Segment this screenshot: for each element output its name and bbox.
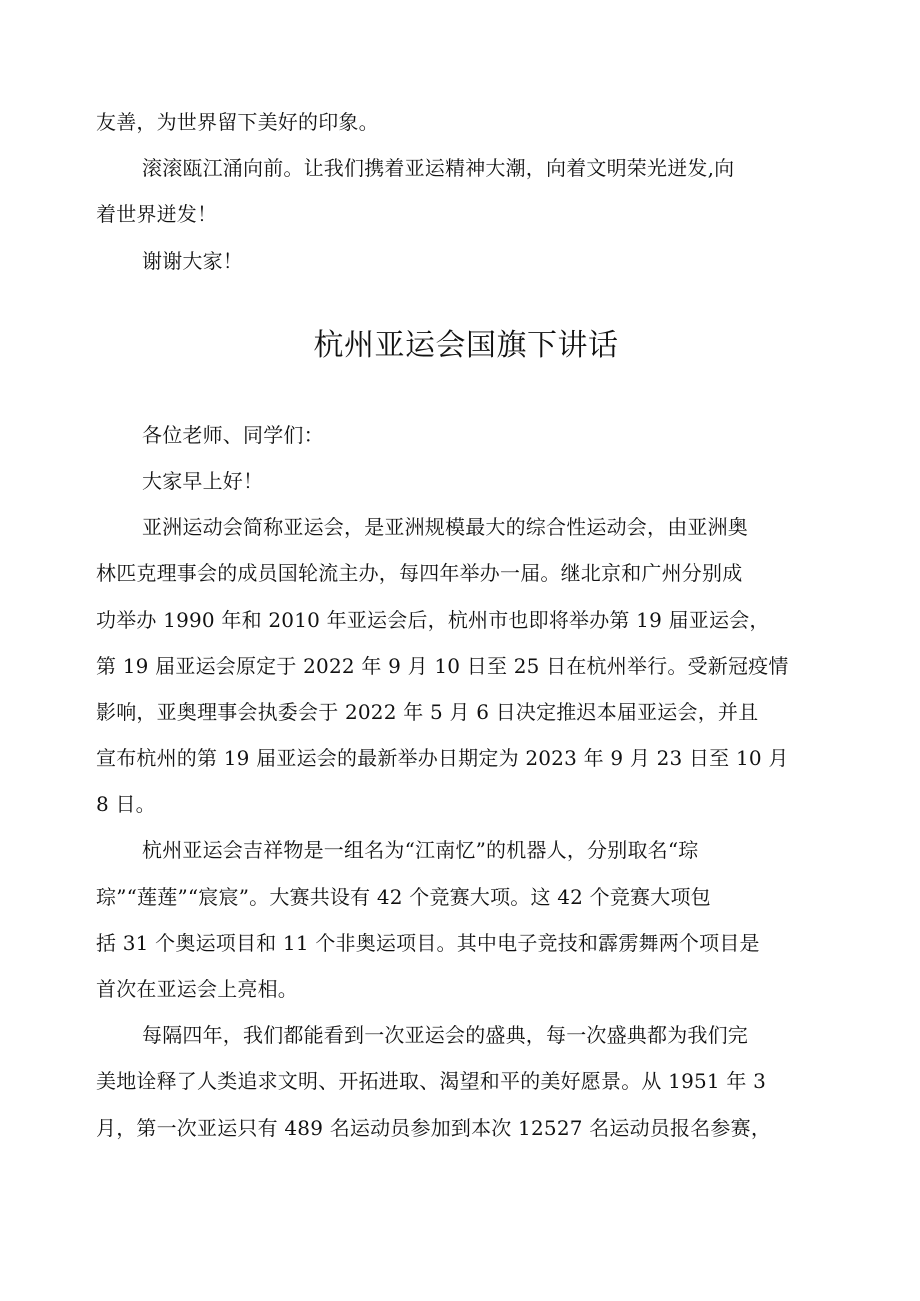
paragraph-line: 每隔四年，我们都能看到一次亚运会的盛典，每一次盛典都为我们完 bbox=[142, 1023, 748, 1048]
paragraph-line: 宣布杭州的第 19 届亚运会的最新举办日期定为 2023 年 9 月 23 日至 10 月 bbox=[96, 746, 789, 771]
paragraph-line: 影响，亚奥理事会执委会于 2022 年 5 月 6 日决定推迟本届亚运会，并且 bbox=[96, 699, 759, 724]
paragraph-line: 括 31 个奥运项目和 11 个非奥运项目。其中电子竞技和霹雳舞两个项目是 bbox=[96, 930, 760, 955]
document-title: 杭州亚运会国旗下讲话 bbox=[313, 327, 619, 363]
paragraph-line: 首次在亚运会上亮相。 bbox=[96, 977, 298, 1001]
document-content bbox=[96, 99, 836, 1151]
paragraph-line: 杭州亚运会吉祥物是一组名为“江南忆”的机器人，分别取名“琮 bbox=[142, 838, 699, 863]
section-spacer bbox=[96, 369, 836, 412]
paragraph-line: 第 19 届亚运会原定于 2022 年 9 月 10 日至 25 日在杭州举行。受新冠疫情 bbox=[96, 653, 789, 678]
paragraph-line: 林匹克理事会的成员国轮流主办，每四年举办一届。继北京和广州分别成 bbox=[96, 561, 743, 586]
intro-line: 着世界迸发！ bbox=[96, 202, 218, 227]
paragraph-line: 琮”“莲莲”“宸宸”。大赛共设有 42 个竞赛大项。这 42 个竞赛大项包 bbox=[96, 884, 711, 909]
intro-line: 滚滚瓯江涌向前。让我们携着亚运精神大潮，向着文明荣光迸发,向 bbox=[142, 156, 735, 181]
paragraph-line: 功举办 1990 年和 2010 年亚运会后，杭州市也即将举办第 19 届亚运会， bbox=[96, 607, 770, 632]
paragraph-line: 月，第一次亚运只有 489 名运动员参加到本次 12527 名运动员报名参赛， bbox=[96, 1115, 772, 1140]
intro-line: 谢谢大家！ bbox=[142, 248, 243, 273]
intro-line: 友善，为世界留下美好的印象。 bbox=[96, 110, 379, 134]
salutation: 各位老师、同学们： bbox=[142, 422, 324, 447]
paragraph-line: 亚洲运动会简称亚运会，是亚洲规模最大的综合性运动会，由亚洲奥 bbox=[142, 515, 748, 540]
paragraph-line: 8 日。 bbox=[96, 792, 156, 817]
greeting: 大家早上好！ bbox=[142, 468, 264, 493]
section-spacer bbox=[96, 284, 836, 323]
paragraph-line: 美地诠释了人类追求文明、开拓进取、渴望和平的美好愿景。从 1951 年 3 bbox=[96, 1069, 767, 1094]
